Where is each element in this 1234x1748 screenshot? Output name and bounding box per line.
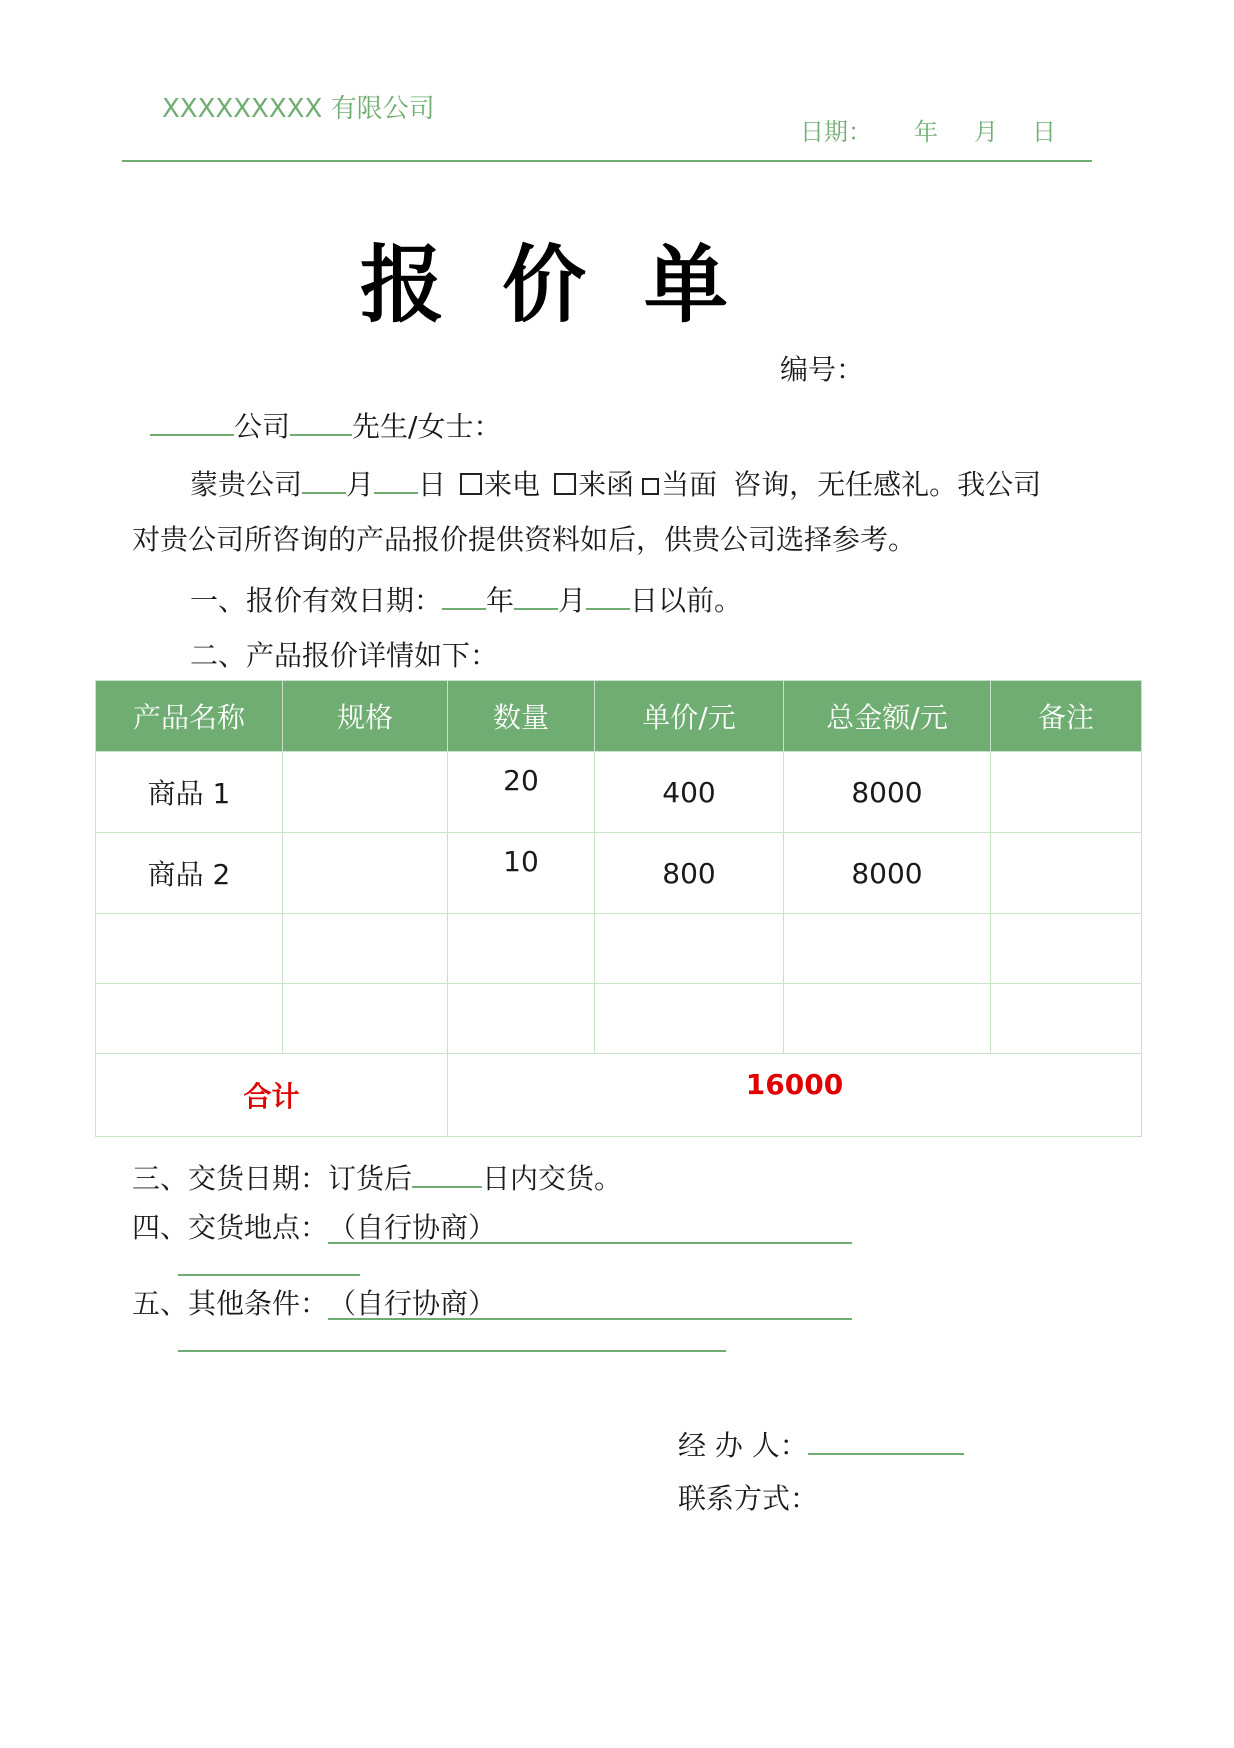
total-label: 合计 [96,1054,448,1137]
cell-unit-price[interactable] [595,914,784,984]
cell-spec[interactable] [283,914,448,984]
greeting-line [150,410,501,441]
cell-quantity[interactable] [448,984,595,1054]
header-remarks: 备注 [991,681,1142,752]
delivery-place-line [132,1211,852,1244]
name-blank[interactable] [290,410,352,436]
opt-visit-label: 当面 [661,468,718,501]
delivery-days-blank[interactable] [412,1162,482,1188]
header-quantity: 数量 [448,681,595,752]
intro-month-blank[interactable] [302,468,346,494]
intro-month: 月 [346,468,375,501]
table-row [96,752,1142,833]
date-label: 日期： [800,118,872,146]
company-blank[interactable] [150,410,234,436]
other-terms-label: 五、其他条件： [132,1287,329,1320]
cell-remarks[interactable] [991,984,1142,1054]
page-title [360,218,728,339]
greeting-company: 公司 [234,410,291,443]
table-header-row [96,681,1142,752]
title-char-1: 报 [360,236,445,334]
intro-day: 日 [418,468,447,501]
cell-spec[interactable] [283,833,448,914]
cell-quantity[interactable]: 20 [448,752,595,833]
total-row [96,1054,1142,1137]
cell-remarks[interactable] [991,752,1142,833]
opt-letter-label: 来函 [578,468,635,501]
header-spec: 规格 [283,681,448,752]
date-month: 月 [974,118,998,146]
cell-quantity[interactable] [448,914,595,984]
intro-day-blank[interactable] [374,468,418,494]
serial-number-label: 编号： [780,353,865,386]
delivery-place-label: 四、交货地点： [132,1211,329,1244]
cell-product-name[interactable] [96,914,283,984]
intro-line-2: 对贵公司所咨询的产品报价提供资料如后，供贵公司选择参考。 [132,523,917,556]
delivery-date-line [132,1162,622,1193]
cell-product-name[interactable] [96,984,283,1054]
total-value: 16000 [448,1054,1142,1137]
cell-total-amount[interactable]: 8000 [784,752,991,833]
title-char-3: 单 [644,236,729,334]
date-field [800,112,1056,147]
valid-date-line [190,584,742,615]
cell-product-name[interactable]: 商品 1 [96,752,283,833]
valid-label: 一、报价有效日期： [190,584,443,617]
cell-spec[interactable] [283,752,448,833]
title-char-2: 价 [502,236,587,334]
date-year: 年 [914,118,938,146]
other-terms-value[interactable]: （自行协商） [328,1290,852,1320]
delivery-place-continuation-line [178,1274,360,1276]
cell-unit-price[interactable]: 800 [595,833,784,914]
handler-label: 经 办 人： [678,1429,808,1462]
header-product-name: 产品名称 [96,681,283,752]
cell-spec[interactable] [283,984,448,1054]
handler-line [678,1424,964,1464]
valid-year-blank[interactable] [442,584,486,610]
checkbox-visit[interactable] [642,478,659,495]
cell-unit-price[interactable]: 400 [595,752,784,833]
intro-line-1 [190,468,1041,499]
cell-product-name[interactable]: 商品 2 [96,833,283,914]
detail-label: 二、产品报价详情如下： [190,639,499,672]
checkbox-call[interactable] [460,473,482,495]
header-unit-price: 单价/元 [595,681,784,752]
valid-year: 年 [486,584,515,617]
opt-call-label: 来电 [484,468,541,501]
cell-total-amount[interactable]: 8000 [784,833,991,914]
intro-text-b: 咨询，无任感礼。我公司 [733,468,1042,501]
cell-unit-price[interactable] [595,984,784,1054]
valid-month-blank[interactable] [514,584,558,610]
delivery-place-value[interactable]: （自行协商） [328,1214,852,1244]
cell-total-amount[interactable] [784,984,991,1054]
header-total-amount: 总金额/元 [784,681,991,752]
table-row [96,984,1142,1054]
other-terms-continuation-line [178,1350,726,1352]
contact-label: 联系方式： [678,1482,819,1515]
valid-month: 月 [558,584,587,617]
greeting-honorific: 先生/女士： [352,410,502,443]
intro-text-a: 蒙贵公司 [190,468,303,501]
cell-remarks[interactable] [991,833,1142,914]
checkbox-letter[interactable] [554,473,576,495]
quote-table [95,680,1142,1137]
date-day: 日 [1032,118,1056,146]
delivery-date-suffix: 日内交货。 [482,1162,623,1195]
cell-remarks[interactable] [991,914,1142,984]
valid-suffix: 日以前。 [630,584,743,617]
other-terms-line [132,1287,852,1320]
company-name: XXXXXXXXX 有限公司 [162,94,435,124]
handler-blank[interactable] [808,1429,964,1455]
valid-day-blank[interactable] [586,584,630,610]
cell-total-amount[interactable] [784,914,991,984]
cell-quantity[interactable]: 10 [448,833,595,914]
table-row [96,914,1142,984]
table-row [96,833,1142,914]
delivery-date-label: 三、交货日期：订货后 [132,1162,413,1195]
header-divider [122,160,1092,162]
